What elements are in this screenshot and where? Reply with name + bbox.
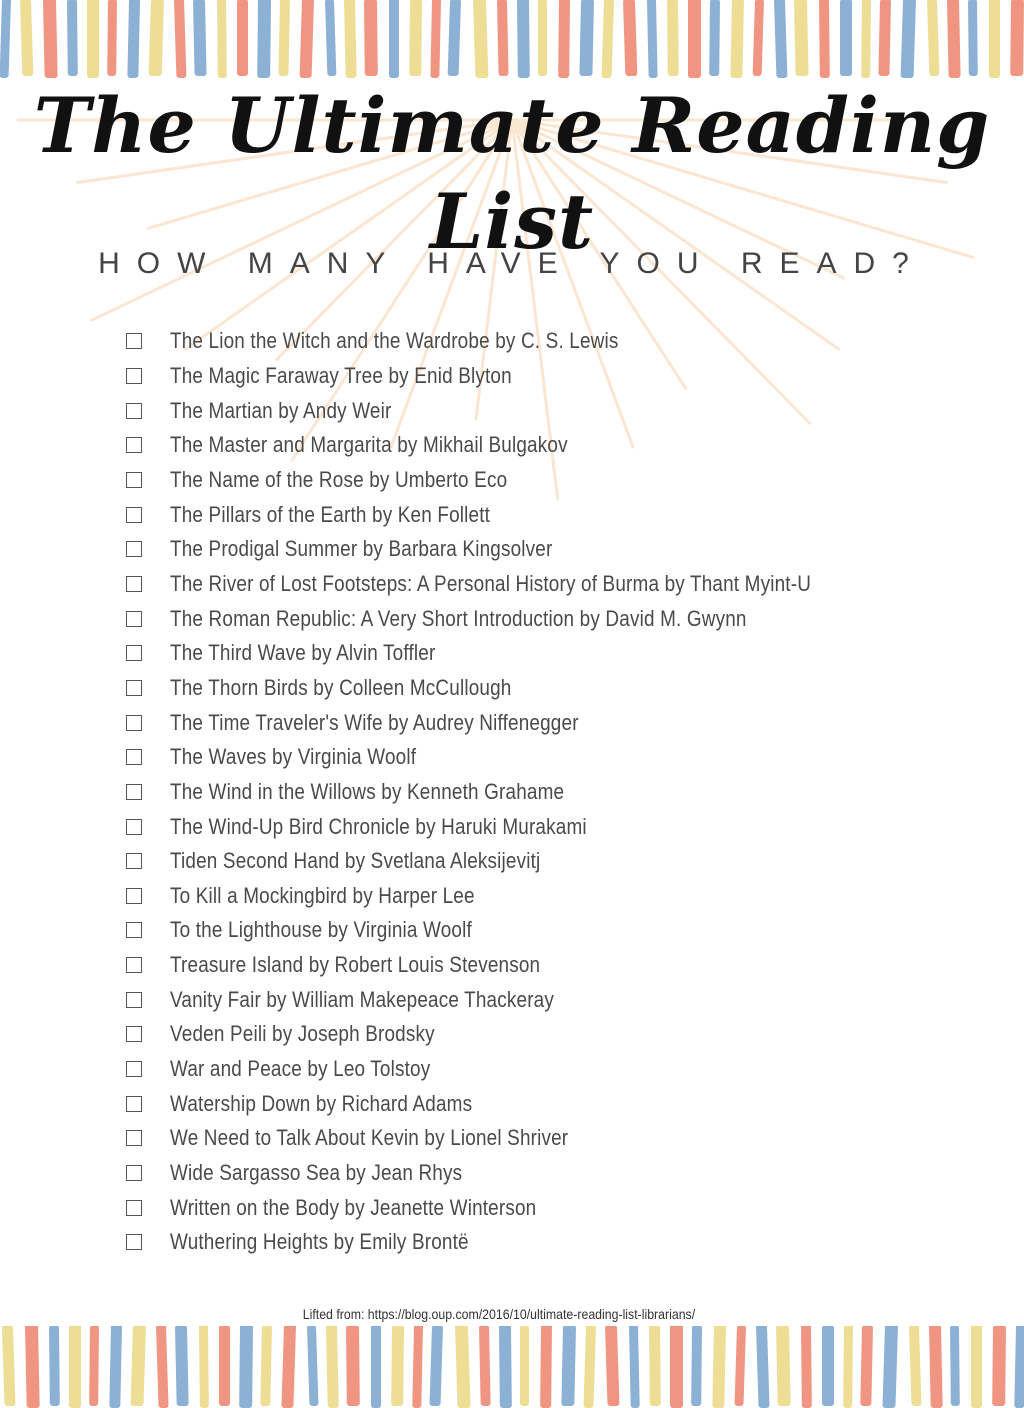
bottom-stripe-pattern xyxy=(0,1326,1024,1408)
book-title: The River of Lost Footsteps: A Personal History of Burma by Thant Myint-U xyxy=(170,570,812,596)
brush-stripe xyxy=(109,1326,122,1408)
brush-stripe xyxy=(882,1326,898,1408)
book-checkbox[interactable] xyxy=(126,715,142,731)
book-title: The Martian by Andy Weir xyxy=(170,397,392,423)
book-checkbox[interactable] xyxy=(126,853,142,869)
brush-stripe xyxy=(199,1326,209,1408)
book-checkbox[interactable] xyxy=(126,1096,142,1112)
page-title: The Ultimate Reading List xyxy=(33,81,991,266)
brush-stripe xyxy=(520,1326,529,1406)
book-item xyxy=(126,1156,946,1191)
book-title: The Pillars of the Earth by Ken Follett xyxy=(170,501,491,527)
book-checkbox[interactable] xyxy=(126,403,142,419)
brush-stripe xyxy=(499,1326,512,1408)
book-checkbox[interactable] xyxy=(126,992,142,1008)
book-item xyxy=(126,879,946,914)
book-title: The Magic Faraway Tree by Enid Blyton xyxy=(170,362,512,388)
brush-stripe xyxy=(971,1326,982,1408)
book-item xyxy=(126,463,946,498)
brush-stripe xyxy=(860,1326,873,1406)
book-title: The Waves by Virginia Woolf xyxy=(170,744,417,770)
book-title: The Thorn Birds by Colleen McCullough xyxy=(170,674,512,700)
brush-stripe xyxy=(479,1326,491,1406)
book-checkbox[interactable] xyxy=(126,1200,142,1216)
brush-stripe xyxy=(455,1326,471,1408)
book-checklist xyxy=(126,324,946,1260)
brush-stripe xyxy=(691,1326,702,1406)
brush-stripe xyxy=(561,1326,576,1406)
brush-stripe xyxy=(412,1326,423,1408)
brush-stripe xyxy=(239,1326,253,1408)
brush-stripe xyxy=(670,1326,683,1408)
book-item xyxy=(126,393,946,428)
brush-stripe xyxy=(822,1326,834,1406)
brush-stripe xyxy=(130,1326,146,1406)
book-item xyxy=(126,1225,946,1260)
brush-stripe xyxy=(175,1326,189,1406)
brush-stripe xyxy=(281,1326,296,1408)
book-title: Veden Peili by Joseph Brodsky xyxy=(170,1021,435,1047)
book-checkbox[interactable] xyxy=(126,819,142,835)
book-title: The Lion the Witch and the Wardrobe by C. S. Lewis xyxy=(170,328,619,354)
book-checkbox[interactable] xyxy=(126,576,142,592)
brush-stripe xyxy=(2,1326,16,1406)
brush-stripe xyxy=(540,1326,552,1408)
brush-stripe xyxy=(429,1326,443,1406)
book-title: Wuthering Heights by Emily Brontë xyxy=(170,1229,469,1255)
brush-stripe xyxy=(776,1326,791,1406)
brush-stripe xyxy=(25,1326,40,1408)
book-checkbox[interactable] xyxy=(126,368,142,384)
brush-stripe xyxy=(992,1326,1006,1406)
book-item xyxy=(126,601,946,636)
book-checkbox[interactable] xyxy=(126,957,142,973)
brush-stripe xyxy=(605,1326,620,1406)
book-item xyxy=(126,705,946,740)
book-item xyxy=(126,359,946,394)
brush-stripe xyxy=(89,1326,99,1406)
book-title: The Time Traveler's Wife by Audrey Niffenegger xyxy=(170,709,579,735)
book-title: The Wind-Up Bird Chronicle by Haruki Murakami xyxy=(170,813,587,839)
book-title: The Prodigal Summer by Barbara Kingsolver xyxy=(170,536,553,562)
brush-stripe xyxy=(156,1326,169,1408)
bottom-stripe-border xyxy=(0,1326,1024,1408)
book-checkbox[interactable] xyxy=(126,507,142,523)
book-checkbox[interactable] xyxy=(126,437,142,453)
brush-stripe xyxy=(326,1326,339,1408)
brush-stripe xyxy=(49,1326,60,1406)
book-title: We Need to Talk About Kevin by Lionel Shriver xyxy=(170,1125,569,1151)
brush-stripe xyxy=(260,1326,272,1406)
book-checkbox[interactable] xyxy=(126,1165,142,1181)
book-title: Written on the Body by Jeanette Winterson xyxy=(170,1194,537,1220)
brush-stripe xyxy=(950,1326,960,1406)
book-item xyxy=(126,913,946,948)
book-checkbox[interactable] xyxy=(126,1026,142,1042)
book-checkbox[interactable] xyxy=(126,888,142,904)
book-title: The Name of the Rose by Umberto Eco xyxy=(170,466,508,492)
brush-stripe xyxy=(712,1326,726,1408)
source-credit xyxy=(0,1302,998,1326)
book-item xyxy=(126,324,946,359)
book-item xyxy=(126,948,946,983)
brush-stripe xyxy=(307,1326,319,1406)
book-checkbox[interactable] xyxy=(126,1234,142,1250)
brush-stripe xyxy=(734,1326,746,1406)
book-checkbox[interactable] xyxy=(126,784,142,800)
book-checkbox[interactable] xyxy=(126,645,142,661)
brush-stripe xyxy=(649,1326,661,1406)
brush-stripe xyxy=(346,1326,360,1406)
brush-stripe xyxy=(371,1326,381,1408)
book-checkbox[interactable] xyxy=(126,472,142,488)
brush-stripe xyxy=(801,1326,812,1408)
book-item xyxy=(126,636,946,671)
book-title: The Third Wave by Alvin Toffler xyxy=(170,640,436,666)
book-checkbox[interactable] xyxy=(126,333,142,349)
brush-stripe xyxy=(219,1326,230,1406)
book-title: Tiden Second Hand by Svetlana Aleksijevitj xyxy=(170,848,541,874)
brush-stripe xyxy=(583,1326,596,1408)
book-title: The Master and Margarita by Mikhail Bulgakov xyxy=(170,432,568,458)
book-item xyxy=(126,428,946,463)
brush-stripe xyxy=(69,1326,81,1408)
book-item xyxy=(126,532,946,567)
book-item xyxy=(126,1017,946,1052)
book-item xyxy=(126,671,946,706)
book-item xyxy=(126,1086,946,1121)
source-credit-text: Lifted from: https://blog.oup.com/2016/10/ultimate-reading-list-librarians/ xyxy=(302,1306,696,1322)
book-checkbox[interactable] xyxy=(126,1061,142,1077)
book-title: The Wind in the Willows by Kenneth Grahame xyxy=(170,778,565,804)
brush-stripe xyxy=(629,1326,640,1408)
book-checkbox[interactable] xyxy=(126,680,142,696)
book-checkbox[interactable] xyxy=(126,541,142,557)
brush-stripe xyxy=(909,1326,922,1406)
book-item xyxy=(126,497,946,532)
book-item xyxy=(126,809,946,844)
book-title: Treasure Island by Robert Louis Stevenson xyxy=(170,952,541,978)
book-title: The Roman Republic: A Very Short Introduction by David M. Gwynn xyxy=(170,605,747,631)
book-item xyxy=(126,844,946,879)
book-item xyxy=(126,567,946,602)
book-title: Wide Sargasso Sea by Jean Rhys xyxy=(170,1160,463,1186)
book-title: Vanity Fair by William Makepeace Thackeray xyxy=(170,986,555,1012)
book-checkbox[interactable] xyxy=(126,611,142,627)
book-title: War and Peace by Leo Tolstoy xyxy=(170,1056,431,1082)
book-item xyxy=(126,1121,946,1156)
book-title: To the Lighthouse by Virginia Woolf xyxy=(170,917,472,943)
book-item xyxy=(126,1052,946,1087)
book-item xyxy=(126,775,946,810)
book-item xyxy=(126,740,946,775)
book-item xyxy=(126,982,946,1017)
page-subtitle: HOW MANY HAVE YOU READ? xyxy=(98,247,926,280)
book-checkbox[interactable] xyxy=(126,1130,142,1146)
book-checkbox[interactable] xyxy=(126,922,142,938)
book-title: Watership Down by Richard Adams xyxy=(170,1090,473,1116)
brush-stripe xyxy=(1014,1326,1024,1408)
book-title: To Kill a Mockingbird by Harper Lee xyxy=(170,882,475,908)
book-item xyxy=(126,1190,946,1225)
brush-stripe xyxy=(929,1326,943,1408)
brush-stripe xyxy=(756,1326,770,1408)
brush-stripe xyxy=(843,1326,853,1408)
brush-stripe xyxy=(391,1326,404,1406)
book-checkbox[interactable] xyxy=(126,749,142,765)
